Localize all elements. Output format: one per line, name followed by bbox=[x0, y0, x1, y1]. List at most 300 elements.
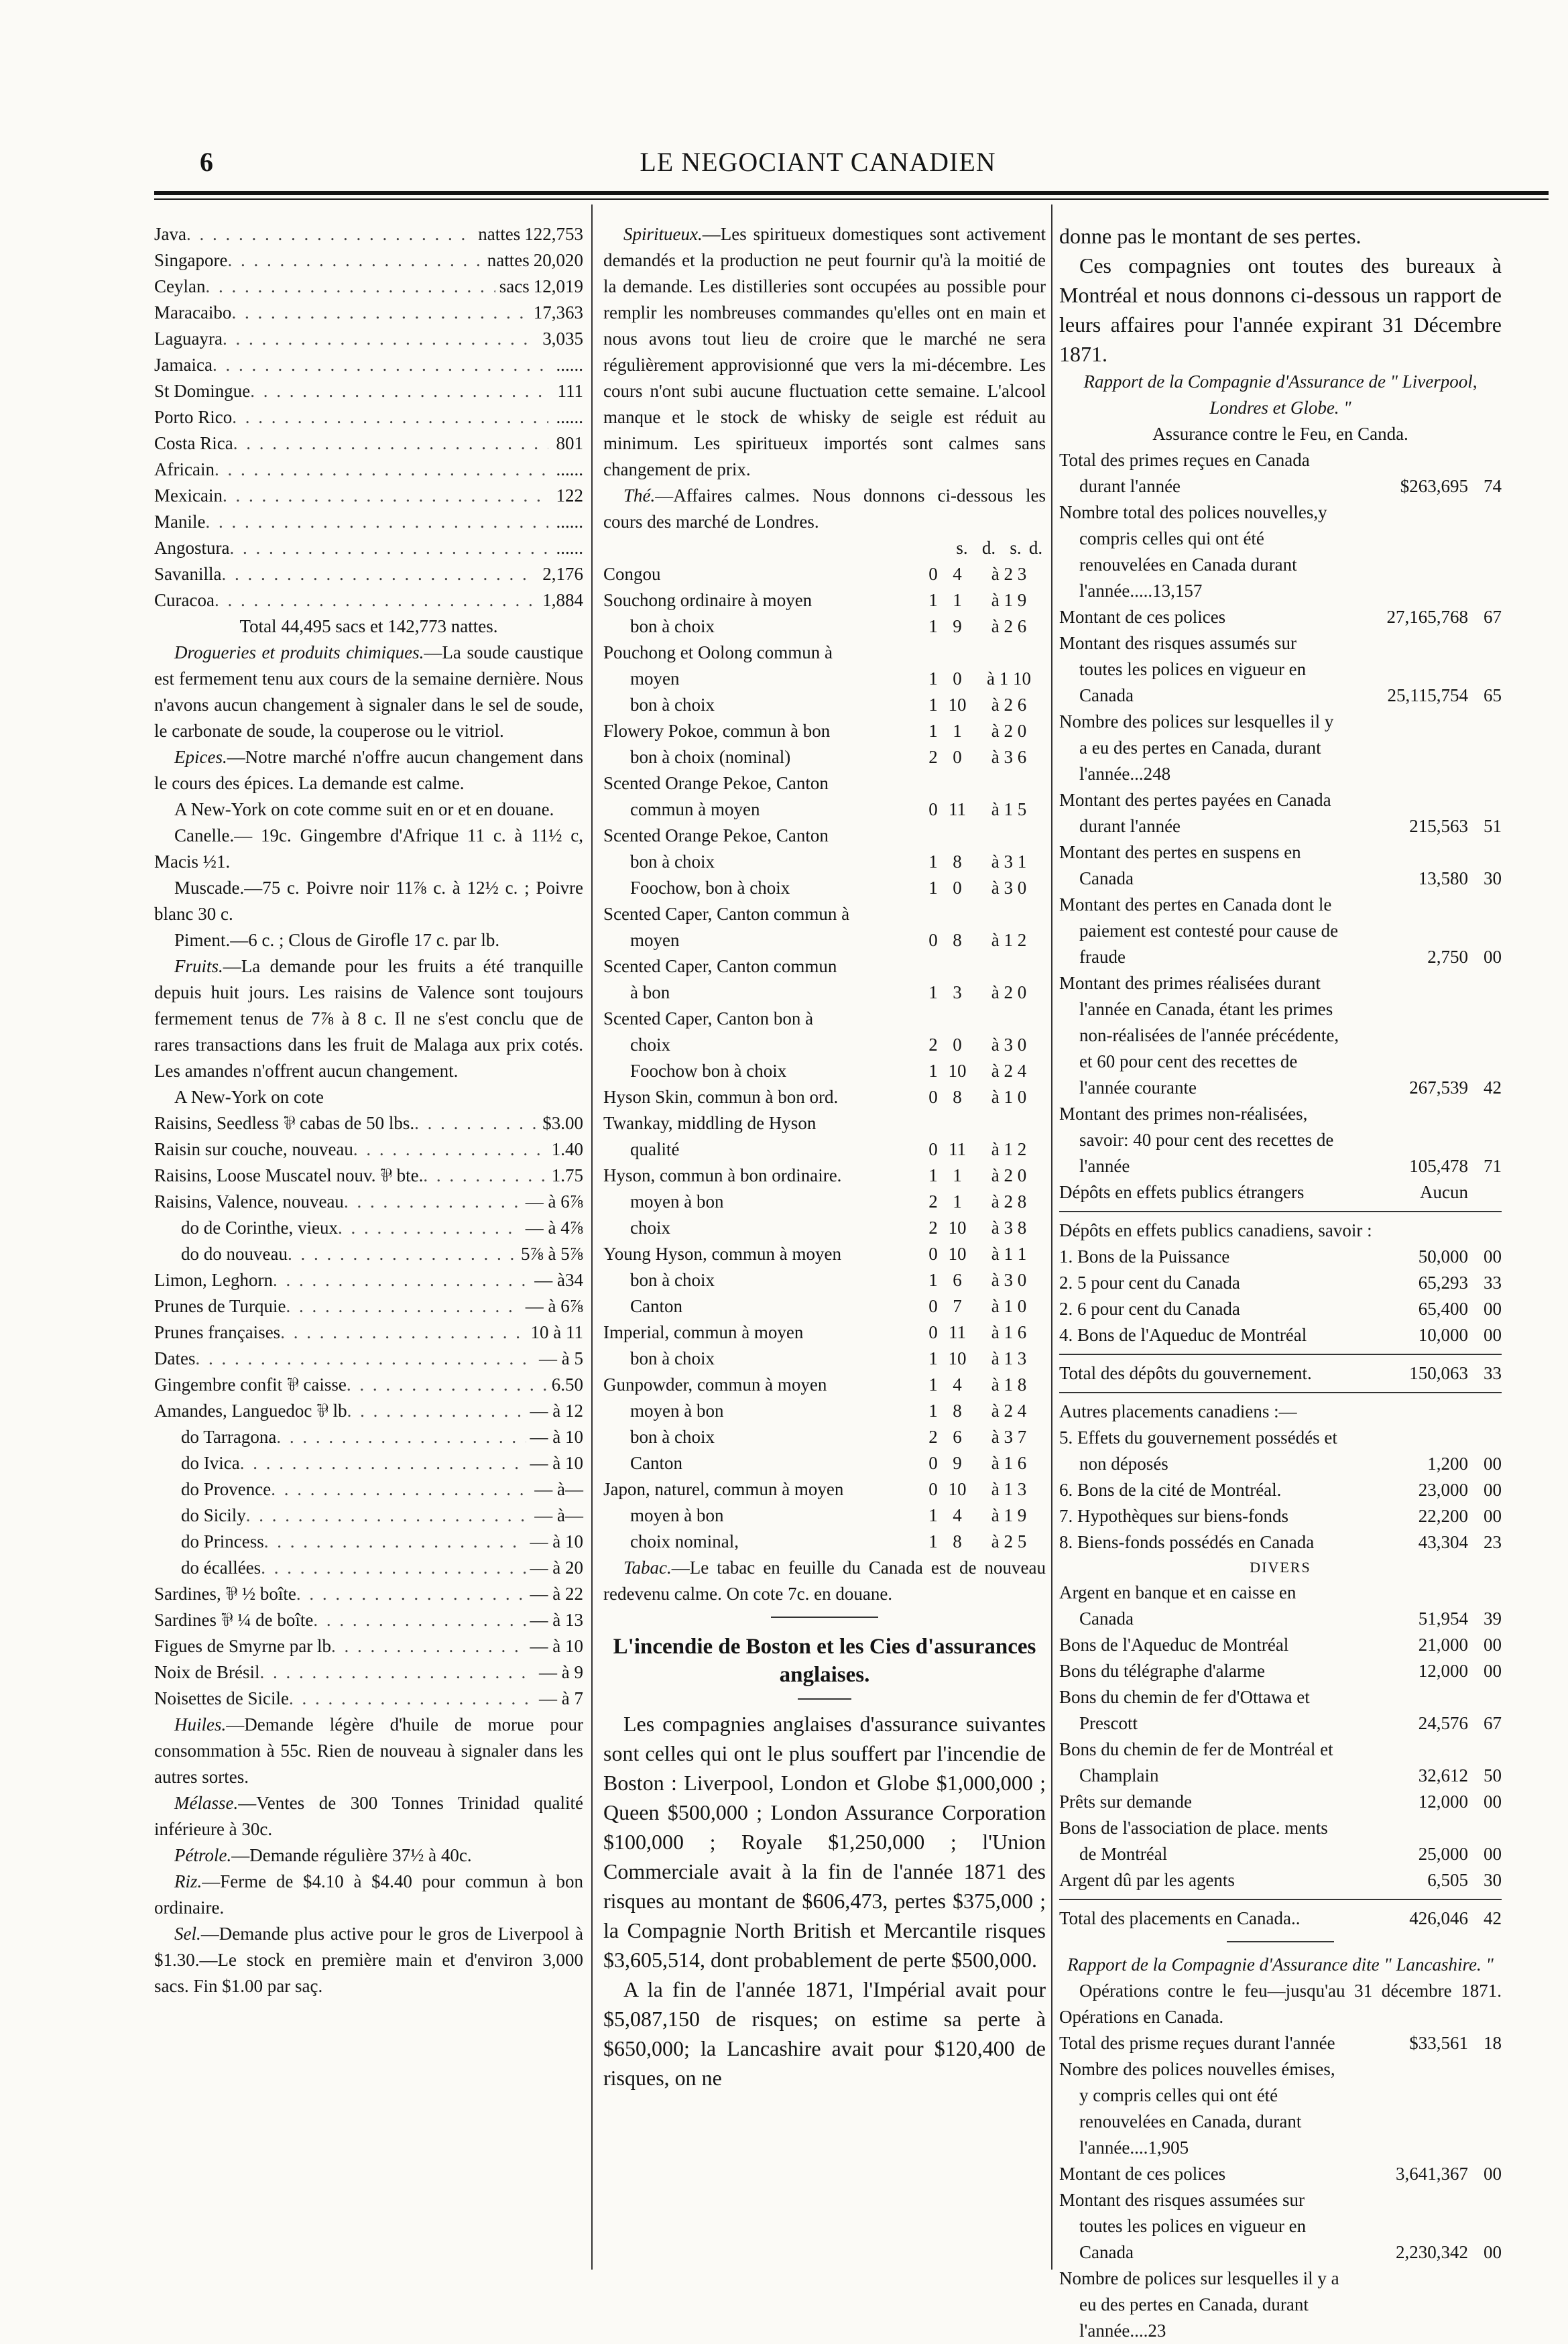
item-value: — à 7 bbox=[539, 1688, 583, 1708]
placements-heading: Autres placements canadiens :— bbox=[1059, 1401, 1297, 1421]
depots-total-amount: 150,063 bbox=[1409, 1363, 1468, 1383]
tea-price-s-low: 1 bbox=[928, 721, 938, 741]
table-row bbox=[603, 953, 1046, 980]
list-item bbox=[154, 1659, 583, 1686]
tea-price-s-high: 2 bbox=[1004, 564, 1013, 584]
row-amount: 2,230,342 bbox=[1396, 2242, 1468, 2262]
tea-price-sep: à bbox=[991, 1348, 1000, 1368]
fruits-text: —La demande pour les fruits a été tranquille depuis huit jours. Les raisins de Valence sont toujours fermement tenus de 7⅞ à 8 c. Il ne s'est conclu que de rares transactions dans les fruit de Malaga aux prix cotés. Les amandes n'offrent aucun changement. bbox=[154, 956, 583, 1081]
rapport-liverpool-title: Rapport de la Compagnie d'Assurance de " Liverpool, Londres et Globe. " bbox=[1083, 371, 1477, 418]
tea-price-s-high: 3 bbox=[1004, 1427, 1013, 1447]
item-value: 20,020 bbox=[533, 250, 583, 270]
tea-price-high bbox=[972, 1346, 1046, 1372]
tea-price-sep: à bbox=[991, 1218, 1000, 1238]
row-label: Montant des pertes en suspens en Canada bbox=[1059, 842, 1301, 888]
list-item bbox=[154, 378, 583, 404]
tea-name: Scented Orange Pekoe, Canton bbox=[603, 825, 829, 845]
page-header bbox=[154, 142, 1482, 182]
item-value: — à 10 bbox=[530, 1636, 583, 1656]
tea-price-d-low: 8 bbox=[953, 1531, 962, 1551]
tea-price-high bbox=[972, 561, 1046, 587]
tea-price-high bbox=[972, 1189, 1046, 1215]
rapport-lancashire-table bbox=[1059, 2030, 1502, 2344]
tea-name: bon à choix bbox=[630, 616, 715, 636]
item-label: Java bbox=[154, 224, 186, 244]
row-amount: 50,000 bbox=[1418, 1246, 1468, 1267]
list-item bbox=[154, 483, 583, 509]
item-label: do Princess bbox=[181, 1531, 264, 1551]
tea-price-s-low: 1 bbox=[928, 1401, 938, 1421]
tea-name: bon à choix bbox=[630, 1270, 715, 1290]
row-cents: 00 bbox=[1484, 947, 1502, 967]
item-label: Savanilla bbox=[154, 564, 222, 584]
item-value: — à 13 bbox=[530, 1610, 583, 1630]
huiles-text: —Demande légère d'huile de morue pour consommation à 55c. Rien de nouveau à signaler dans les autres sortes. bbox=[154, 1714, 583, 1787]
row-amount: 2,750 bbox=[1427, 947, 1468, 967]
tea-price-d-high: 6 bbox=[1017, 747, 1027, 767]
tea-price-s-low bbox=[924, 770, 943, 797]
leader-dots bbox=[261, 1555, 526, 1581]
tea-price-sep: à bbox=[991, 721, 1000, 741]
table-row bbox=[603, 1163, 1046, 1189]
tea-name: bon à choix bbox=[630, 852, 715, 872]
list-item bbox=[154, 587, 583, 613]
table-row bbox=[1059, 839, 1502, 892]
tea-price-d-low bbox=[943, 823, 972, 849]
row-cents: 50 bbox=[1484, 1765, 1502, 1785]
row-cents: 00 bbox=[1484, 2242, 1502, 2262]
leader-dots bbox=[250, 378, 549, 404]
tea-price-s-low: 2 bbox=[928, 1035, 938, 1055]
tea-name: Scented Caper, Canton bon à bbox=[603, 1008, 814, 1029]
tea-name: Souchong ordinaire à moyen bbox=[603, 590, 812, 610]
tea-price-d-low: 9 bbox=[953, 616, 962, 636]
tea-price-d-low: 10 bbox=[948, 1061, 967, 1081]
tea-price-s-high: 1 bbox=[999, 668, 1009, 689]
leader-dots bbox=[264, 1529, 526, 1555]
tea-price-high bbox=[972, 1424, 1046, 1450]
tea-price-d-low: 0 bbox=[953, 1035, 962, 1055]
table-row bbox=[1059, 1101, 1502, 1179]
item-label: Manile bbox=[154, 512, 206, 532]
fruits-heading: Fruits. bbox=[174, 956, 223, 976]
table-row bbox=[1059, 1529, 1502, 1556]
row-amount: 24,576 bbox=[1418, 1713, 1468, 1733]
row-label: Argent en banque et en caisse en Canada bbox=[1059, 1582, 1296, 1629]
tea-price-s-high: 1 bbox=[1004, 1139, 1013, 1159]
tea-price-s-low: 0 bbox=[928, 930, 938, 950]
tea-price-d-high: 9 bbox=[1017, 590, 1027, 610]
tea-name: Gunpowder, commun à moyen bbox=[603, 1374, 827, 1395]
tea-price-s-high: 2 bbox=[1004, 1165, 1013, 1185]
riz-text: —Ferme de $4.10 à $4.40 pour commun à bon ordinaire. bbox=[154, 1871, 583, 1918]
item-value: 12,019 bbox=[533, 276, 583, 296]
item-label: Costa Rica bbox=[154, 433, 233, 453]
placements-total-amount: 426,046 bbox=[1409, 1908, 1468, 1928]
leader-dots bbox=[259, 1659, 535, 1686]
list-item bbox=[154, 300, 583, 326]
leader-dots bbox=[347, 1398, 526, 1424]
table-row bbox=[603, 797, 1046, 823]
epices-ny: A New-York on cote comme suit en or et en douane. bbox=[174, 799, 554, 819]
tea-price-d-high: 0 bbox=[1017, 982, 1027, 1002]
row-cents: 00 bbox=[1484, 1454, 1502, 1474]
tea-name: choix nominal, bbox=[630, 1531, 739, 1551]
row-label: 1. Bons de la Puissance bbox=[1059, 1246, 1230, 1267]
item-label: Prunes de Turquie bbox=[154, 1296, 286, 1316]
table-row bbox=[603, 640, 1046, 666]
table-row bbox=[603, 1424, 1046, 1450]
tea-price-d-low bbox=[943, 1110, 972, 1136]
tea-price-s-high: 2 bbox=[1004, 982, 1013, 1002]
tea-price-sep: à bbox=[991, 590, 1000, 610]
tea-price-d-low bbox=[943, 1006, 972, 1032]
row-amount: 6,505 bbox=[1427, 1870, 1468, 1890]
table-row bbox=[603, 1032, 1046, 1058]
column-divider bbox=[591, 204, 593, 2270]
row-amount: $33,561 bbox=[1409, 2033, 1468, 2053]
item-value: — à— bbox=[534, 1505, 583, 1525]
table-row bbox=[1059, 1789, 1502, 1815]
item-value: — à 6⅞ bbox=[525, 1296, 583, 1316]
table-row bbox=[603, 1110, 1046, 1136]
leader-dots bbox=[205, 509, 548, 535]
tea-price-high bbox=[972, 1032, 1046, 1058]
tea-price-s-high: 1 bbox=[1004, 1374, 1013, 1395]
row-amount: 25,115,754 bbox=[1387, 685, 1468, 705]
tea-price-sep: à bbox=[991, 747, 1000, 767]
row-label: Bons de l'Aqueduc de Montréal bbox=[1059, 1635, 1289, 1655]
tea-price-s-high: 2 bbox=[1004, 616, 1013, 636]
tea-price-sep: à bbox=[991, 852, 1000, 872]
tea-price-d-high: 5 bbox=[1017, 799, 1027, 819]
tea-price-d-low: 11 bbox=[949, 1322, 966, 1342]
intro-continuation: donne pas le montant de ses pertes. bbox=[1059, 224, 1362, 248]
table-row bbox=[603, 1136, 1046, 1163]
tea-price-sep: à bbox=[991, 1505, 1000, 1525]
tea-price-sep: à bbox=[991, 1165, 1000, 1185]
table-row bbox=[603, 1058, 1046, 1084]
row-cents: 18 bbox=[1484, 2033, 1502, 2053]
tea-price-high bbox=[972, 1058, 1046, 1084]
tea-price-s-high: 2 bbox=[1004, 1191, 1013, 1212]
tea-price-d-low: 8 bbox=[953, 930, 962, 950]
row-label: Nombre des polices nouvelles émises, y compris celles qui ont été renouvelées en Canada, durant l'année....1,905 bbox=[1059, 2059, 1335, 2158]
placements-total-cents: 42 bbox=[1484, 1908, 1502, 1928]
tea-price-s-high: 3 bbox=[1004, 852, 1013, 872]
table-row bbox=[1059, 1477, 1502, 1503]
tea-price-high bbox=[972, 1529, 1046, 1555]
tea-price-d-high: 6 bbox=[1017, 1322, 1027, 1342]
item-value: $3.00 bbox=[542, 1113, 583, 1133]
tea-price-d-low: 1 bbox=[953, 1191, 962, 1212]
tea-price-d-low: 10 bbox=[948, 1244, 967, 1264]
tea-price-sep: à bbox=[991, 1401, 1000, 1421]
tea-price-s-high: 3 bbox=[1004, 1035, 1013, 1055]
tea-price-s-high: 3 bbox=[1004, 747, 1013, 767]
row-label: 4. Bons de l'Aqueduc de Montréal bbox=[1059, 1325, 1307, 1345]
tea-price-d-low: 1 bbox=[953, 1165, 962, 1185]
tea-price-high bbox=[972, 1398, 1046, 1424]
item-value: ...... bbox=[556, 512, 583, 532]
rapport-lancashire-subtitle: Opérations contre le feu—jusqu'au 31 décembre 1871. Opérations en Canada. bbox=[1059, 1981, 1502, 2027]
table-row bbox=[603, 1006, 1046, 1032]
the-heading: Thé. bbox=[623, 485, 656, 506]
column-2 bbox=[603, 221, 1046, 2093]
tea-price-high bbox=[972, 1084, 1046, 1110]
item-value: — à34 bbox=[534, 1270, 583, 1290]
table-row bbox=[1059, 709, 1502, 787]
tea-price-high bbox=[972, 980, 1046, 1006]
table-row bbox=[603, 1372, 1046, 1398]
item-label: Raisins, Loose Muscatel nouv. ⅌ bte. bbox=[154, 1165, 424, 1185]
table-row bbox=[1059, 500, 1502, 604]
table-row bbox=[603, 666, 1046, 692]
tea-price-high bbox=[972, 1215, 1046, 1241]
table-row bbox=[603, 692, 1046, 718]
row-amount: 10,000 bbox=[1418, 1325, 1468, 1345]
tea-name: Hyson, commun à bon ordinaire. bbox=[603, 1165, 842, 1185]
table-rule bbox=[1059, 1899, 1502, 1900]
list-item bbox=[154, 274, 583, 300]
leader-dots bbox=[231, 300, 525, 326]
article-paragraph-1: Les compagnies anglaises d'assurance suivantes sont celles qui ont le plus souffert par l'incendie de Boston : Liverpool, London et Globe $1,000,000 ; Queen $500,000 ; London Assurance Corporation $100,000 ; Royale $1,250,000 ; l'Union Commerciale avait à la fin de l'année 1871 des risques au montant de $606,473, pertes $375,000 ; la Compagnie North British et Mercantile risques $3,605,514, dont probablement de perte $500,000. bbox=[603, 1712, 1046, 1972]
tea-price-s-low: 2 bbox=[928, 1191, 938, 1212]
leader-dots bbox=[280, 1320, 526, 1346]
leader-dots bbox=[186, 221, 474, 247]
tea-price-s-high: 3 bbox=[1004, 1270, 1013, 1290]
rapport-lancashire-title: Rapport de la Compagnie d'Assurance dite " Lancashire. " bbox=[1067, 1954, 1494, 1975]
tea-price-s-low: 0 bbox=[928, 1322, 938, 1342]
item-label: Raisins, Seedless ⅌ cabas de 50 lbs. bbox=[154, 1113, 415, 1133]
row-amount: 105,478 bbox=[1409, 1156, 1468, 1176]
tea-price-d-low: 0 bbox=[953, 668, 962, 689]
row-cents: 00 bbox=[1484, 1635, 1502, 1655]
row-amount: 12,000 bbox=[1418, 1792, 1468, 1812]
tea-price-sep: à bbox=[991, 799, 1000, 819]
tea-name: qualité bbox=[630, 1139, 680, 1159]
list-item bbox=[154, 221, 583, 247]
tea-price-sep: à bbox=[991, 1374, 1000, 1395]
tea-name: moyen à bon bbox=[630, 1401, 724, 1421]
list-item bbox=[154, 1320, 583, 1346]
item-label: Mexicain bbox=[154, 485, 223, 506]
row-amount: 27,165,768 bbox=[1386, 607, 1468, 627]
tea-price-d-high: 8 bbox=[1017, 1374, 1027, 1395]
list-item bbox=[154, 1267, 583, 1293]
tea-price-d-low bbox=[943, 770, 972, 797]
row-label: Nombre de polices sur lesquelles il y a eu des pertes en Canada, durant l'année....23 bbox=[1059, 2268, 1339, 2341]
placements-total-row bbox=[1059, 1906, 1502, 1932]
row-cents: 67 bbox=[1484, 607, 1502, 627]
tea-price-high bbox=[972, 744, 1046, 770]
tea-name: Foochow, bon à choix bbox=[630, 878, 790, 898]
tea-price-high bbox=[972, 1476, 1046, 1503]
table-row bbox=[1059, 1503, 1502, 1529]
title-divider bbox=[798, 1698, 851, 1700]
tea-name: bon à choix bbox=[630, 695, 715, 715]
item-label: Africain bbox=[154, 459, 215, 479]
row-label: Nombre des polices sur lesquelles il y a eu des pertes en Canada, durant l'année...248 bbox=[1059, 711, 1334, 784]
leader-dots bbox=[414, 1110, 538, 1136]
tea-price-high bbox=[972, 718, 1046, 744]
item-value: — à 10 bbox=[530, 1453, 583, 1473]
item-value: ...... bbox=[556, 355, 583, 375]
tea-price-sep: à bbox=[991, 1139, 1000, 1159]
tea-price-d-low: 3 bbox=[953, 982, 962, 1002]
tea-price-d-low: 6 bbox=[953, 1427, 962, 1447]
list-item bbox=[154, 1215, 583, 1241]
tea-price-d-high: 9 bbox=[1017, 1505, 1027, 1525]
item-label: do de Corinthe, vieux bbox=[181, 1218, 338, 1238]
tea-name: Scented Caper, Canton commun bbox=[603, 956, 837, 976]
row-label: 7. Hypothèques sur biens-fonds bbox=[1059, 1506, 1288, 1526]
item-label: Sardines ⅌ ¼ de boîte bbox=[154, 1610, 314, 1630]
table-row bbox=[603, 1215, 1046, 1241]
tabac-paragraph bbox=[603, 1555, 1046, 1607]
petrole-text: —Demande régulière 37½ à 40c. bbox=[231, 1845, 472, 1865]
list-item bbox=[154, 1110, 583, 1136]
table-row bbox=[1059, 1270, 1502, 1296]
item-label: do écallées bbox=[181, 1558, 261, 1578]
row-cents: 00 bbox=[1484, 1299, 1502, 1319]
tea-price-d-low: 8 bbox=[953, 852, 962, 872]
tea-price-s-low: 1 bbox=[928, 1531, 938, 1551]
tea-price-s-low: 2 bbox=[928, 1218, 938, 1238]
tea-price-s-low: 1 bbox=[928, 1270, 938, 1290]
table-row bbox=[603, 875, 1046, 901]
row-label: Montant des risques assumés sur toutes les polices en vigueur en Canada bbox=[1059, 633, 1307, 705]
tea-price-high bbox=[972, 1136, 1046, 1163]
tea-price-s-low: 0 bbox=[928, 799, 938, 819]
epices-paragraph bbox=[154, 744, 583, 797]
tea-price-d-low: 10 bbox=[948, 1479, 967, 1499]
tea-price-d-low: 10 bbox=[948, 1348, 967, 1368]
tea-price-s-low bbox=[924, 953, 943, 980]
row-amount: Aucun bbox=[1420, 1182, 1468, 1202]
item-value: 1,884 bbox=[542, 590, 583, 610]
tea-price-high bbox=[972, 823, 1046, 849]
tea-price-high bbox=[972, 875, 1046, 901]
row-label: Bons de l'association de place. ments de Montréal bbox=[1059, 1818, 1328, 1864]
tea-price-d-low: 4 bbox=[953, 1505, 962, 1525]
leader-dots bbox=[276, 1424, 526, 1450]
tea-price-d-high: 6 bbox=[1017, 695, 1027, 715]
item-unit: nattes bbox=[478, 224, 521, 244]
tea-name: Scented Orange Pekoe, Canton bbox=[603, 773, 829, 793]
sel-paragraph bbox=[154, 1921, 583, 1999]
tea-price-d-low: 1 bbox=[953, 721, 962, 741]
spiritueux-paragraph bbox=[603, 221, 1046, 483]
tea-price-high bbox=[972, 849, 1046, 875]
leader-dots bbox=[313, 1607, 526, 1633]
row-cents: 39 bbox=[1484, 1608, 1502, 1629]
sel-text: —Demande plus active pour le gros de Liverpool à $1.30.—Le stock en première main et d'environ 3,000 sacs. Fin $1.00 par saç. bbox=[154, 1924, 583, 1996]
item-label: Jamaica bbox=[154, 355, 213, 375]
row-cents: 00 bbox=[1484, 2164, 1502, 2184]
tea-price-d-low bbox=[943, 901, 972, 927]
tea-price-s-low: 1 bbox=[928, 616, 938, 636]
tea-price-d-low: 0 bbox=[953, 747, 962, 767]
leader-dots bbox=[240, 1450, 526, 1476]
page-number: 6 bbox=[200, 147, 213, 177]
item-value: — à 4⅞ bbox=[525, 1218, 583, 1238]
row-label: Total des prisme reçues durant l'année bbox=[1059, 2033, 1335, 2053]
tea-price-sep: à bbox=[991, 1087, 1000, 1107]
fruits-price-list bbox=[154, 1110, 583, 1712]
leader-dots bbox=[271, 1476, 530, 1503]
leader-dots bbox=[347, 1372, 548, 1398]
tea-price-high bbox=[972, 1006, 1046, 1032]
tea-col-header: d. bbox=[981, 538, 996, 558]
tea-name: commun à moyen bbox=[630, 799, 760, 819]
item-value: 111 bbox=[557, 381, 583, 401]
list-item bbox=[154, 1503, 583, 1529]
tea-price-d-high: 8 bbox=[1017, 1191, 1027, 1212]
table-row bbox=[1059, 1658, 1502, 1684]
list-item bbox=[154, 1372, 583, 1398]
list-item bbox=[154, 1346, 583, 1372]
tea-column-headers bbox=[603, 535, 1046, 561]
tea-price-d-low: 10 bbox=[948, 1218, 967, 1238]
tea-price-sep: à bbox=[991, 982, 1000, 1002]
tea-col-header: s. bbox=[956, 538, 968, 558]
fruits-ny: A New-York on cote bbox=[174, 1087, 324, 1107]
table-row bbox=[603, 1241, 1046, 1267]
tea-price-s-high: 1 bbox=[1004, 1244, 1013, 1264]
tea-col-header: d. bbox=[1028, 538, 1043, 558]
tea-price-high bbox=[972, 1450, 1046, 1476]
tea-price-d-high: 1 bbox=[1017, 1244, 1027, 1264]
leader-dots bbox=[246, 1503, 531, 1529]
leader-dots bbox=[233, 430, 548, 457]
tea-price-s-low bbox=[924, 823, 943, 849]
list-item bbox=[154, 1476, 583, 1503]
tea-price-s-high: 2 bbox=[1004, 695, 1013, 715]
item-value: 122 bbox=[556, 485, 583, 506]
item-value: 1.75 bbox=[551, 1165, 583, 1185]
table-row bbox=[603, 770, 1046, 797]
list-item bbox=[154, 1555, 583, 1581]
tea-price-s-high: 2 bbox=[1004, 1401, 1013, 1421]
item-label: Singapore bbox=[154, 250, 228, 270]
riz-heading: Riz. bbox=[174, 1871, 202, 1891]
leader-dots bbox=[353, 1136, 548, 1163]
melasse-text: —Ventes de 300 Tonnes Trinidad qualité inférieure à 30c. bbox=[154, 1793, 583, 1839]
row-label: Montant des risques assumées sur toutes les polices en vigueur en Canada bbox=[1059, 2190, 1307, 2262]
tea-price-s-low: 0 bbox=[928, 1087, 938, 1107]
row-cents: 00 bbox=[1484, 1325, 1502, 1345]
leader-dots bbox=[223, 483, 548, 509]
drogueries-text: —La soude caustique est fermement tenu aux cours de la semaine dernière. Nous n'avons aucun changement à signaler dans le sel de soude, le carbonate de soude, la couperose ou le vitriol. bbox=[154, 642, 583, 741]
table-row bbox=[603, 1450, 1046, 1476]
tea-price-s-low: 0 bbox=[928, 1244, 938, 1264]
row-label: 8. Biens-fonds possédés en Canada bbox=[1059, 1532, 1315, 1552]
tea-name: Canton bbox=[630, 1453, 682, 1473]
item-label: do Ivica bbox=[181, 1453, 240, 1473]
tea-price-high bbox=[972, 1293, 1046, 1320]
table-row bbox=[1059, 1684, 1502, 1737]
item-label: Laguayra bbox=[154, 329, 223, 349]
item-value: — à— bbox=[534, 1479, 583, 1499]
table-row bbox=[603, 980, 1046, 1006]
tea-price-d-high: 2 bbox=[1017, 930, 1027, 950]
tea-price-d-high: 3 bbox=[1017, 564, 1027, 584]
row-amount: 267,539 bbox=[1409, 1077, 1468, 1098]
row-label: Montant des primes réalisées durant l'année en Canada, étant les primes non-réalisées de l'année précédente, et 60 pour cent des recettes de l'année courante bbox=[1059, 973, 1339, 1098]
tea-price-d-high: 8 bbox=[1017, 1218, 1027, 1238]
epices-prices-2: Muscade.—75 c. Poivre noir 11⅞ c. à 12½ c. ; Poivre blanc 30 c. bbox=[154, 878, 583, 924]
